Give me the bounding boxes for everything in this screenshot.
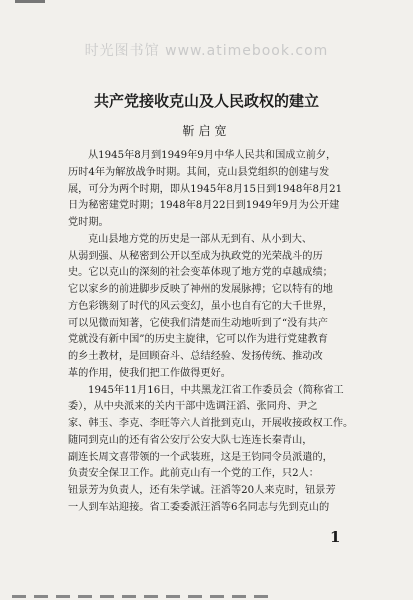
body-line: 的乡土教材，是回顾奋斗、总结经验、发扬传统、推动改 — [68, 351, 323, 362]
page-number: 1 — [330, 528, 341, 546]
body-line: 党就没有新中国”的历史主旋律，它可以作为进行党建教育 — [68, 334, 328, 346]
body-line: 革的作用，使我们把工作做得更好。 — [68, 367, 231, 379]
body-line: 家、韩玉、李克、李旺等六人首批到克山，开展收接政权工作。 — [68, 418, 354, 429]
watermark: 时光图书馆 www.atimebook.com — [84, 43, 329, 59]
body-line: 历时4年为解放战争时期。其间，克山县党组织的创建与发 — [68, 166, 330, 178]
article-title: 共产党接收克山及人民政权的建立 — [93, 92, 319, 110]
body-line: 负责安全保卫工作。此前克山有一个党的工作，只2人： — [68, 468, 319, 480]
body-line: 日为秘密建党时期；1948年8月22日到1949年9月为公开建 — [68, 200, 340, 212]
scan-bottom-marks — [12, 595, 272, 598]
body-line: 史。它以克山的深刻的社会变革体现了地方党的卓越成绩； — [68, 267, 333, 279]
body-line: 展，可分为两个时期，即从1945年8月15日到1948年8月21 — [68, 183, 343, 195]
body-line: 1945年11月16日，中共黑龙江省工作委员会（简称省工 — [88, 384, 344, 396]
body-line: 一人到车站迎接。省工委委派汪滔等6名同志与先到克山的 — [68, 501, 330, 513]
body-line: 随同到克山的还有省公安厅公安大队七连连长秦青山， — [68, 434, 313, 446]
body-line: 它以家乡的前进脚步反映了神州的发展脉搏；它以特有的地 — [68, 284, 333, 295]
author-name: 靳启宽 — [182, 124, 231, 138]
body-line: 钮景芳为负责人，还有朱学诚。汪滔等20人来克时，钮景芳 — [68, 485, 336, 496]
body-line: 从1945年8月到1949年9月中华人民共和国成立前夕， — [88, 150, 337, 161]
body-line: 副连长周文喜带领的一个武装班，这是王钧同令员派遣的， — [68, 451, 333, 463]
body-line: 方色彩镌刻了时代的风云变幻，虽小也自有它的大千世界， — [68, 300, 333, 312]
body-line: 党时期。 — [68, 217, 109, 228]
article-body — [68, 148, 368, 517]
body-line: 委），从中央派来的关内干部中选调汪滔、张同舟、尹之 — [68, 401, 318, 413]
body-line: 从弱到强、从秘密到公开以至成为执政党的光荣战斗的历 — [68, 250, 323, 262]
scan-edge-mark — [15, 0, 45, 3]
body-line: 克山县地方党的历史是一部从无到有、从小到大、 — [88, 233, 313, 245]
body-line: 可以见微而知著，它使我们清楚而生动地听到了“没有共产 — [68, 317, 328, 329]
